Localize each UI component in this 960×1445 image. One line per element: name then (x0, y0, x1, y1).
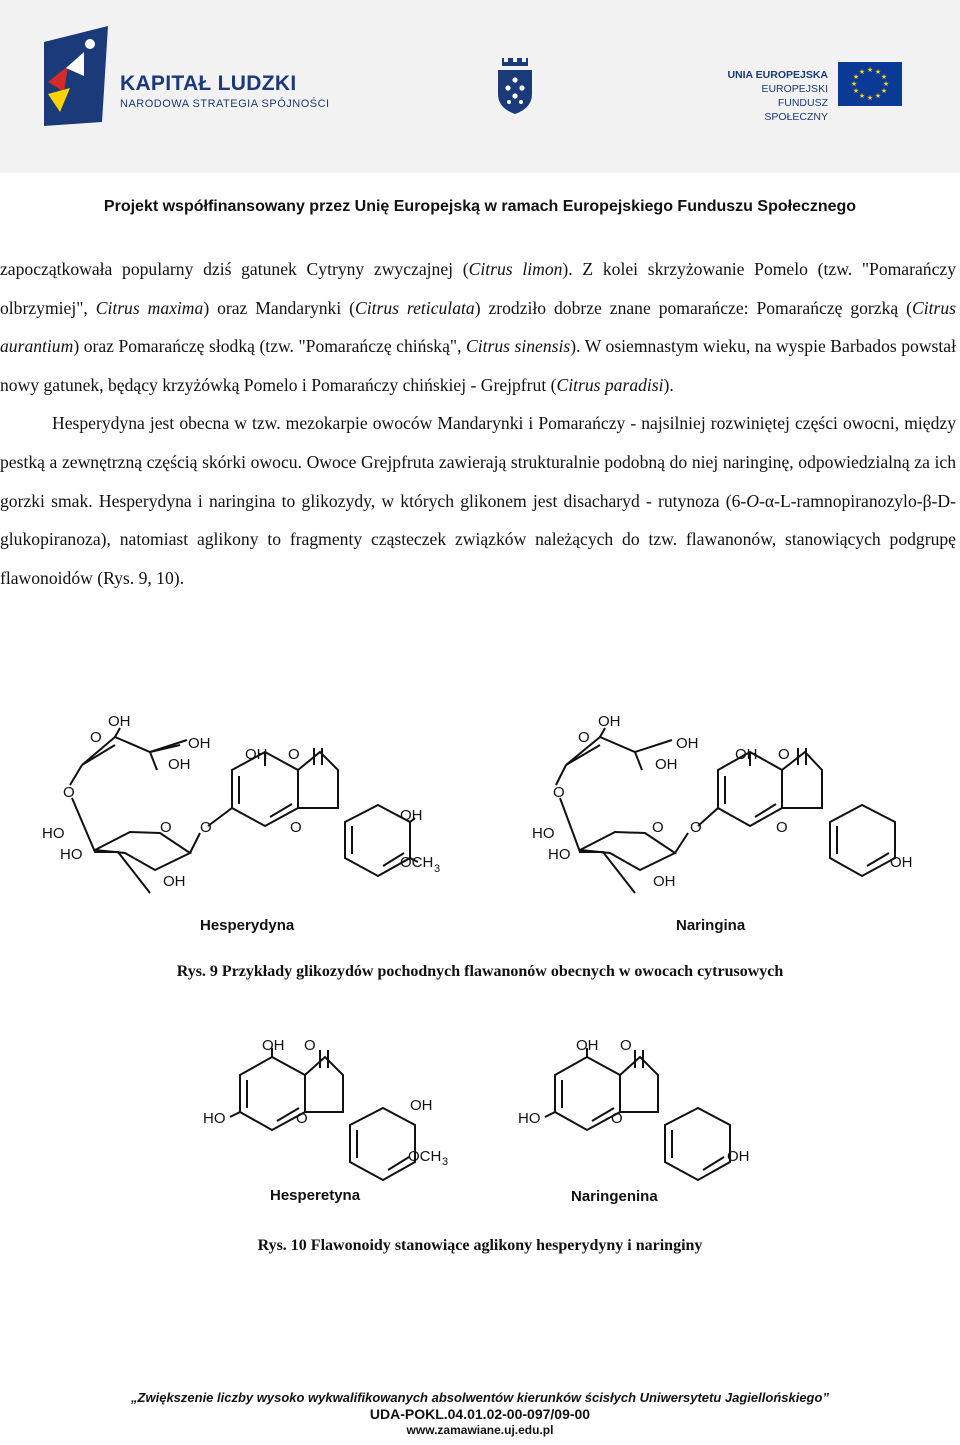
svg-text:OH: OH (598, 713, 621, 730)
paragraph-2: Hesperydyna jest obecna w tzw. mezokarpie owoców Mandarynki i Pomarańczy - najsilniej rozwiniętej części owocni, między pestką a zewnętrzną częścią skórki owocu. Owoce Grejpfruta zawierają strukturalnie podobną do niej naringinę, odpowiedzialną za ich gorzki smak. Hesperydyna i naringina to glikozydy, w których glikonem jest disacharyd - rutynoza (6-O-α-L-ramnopiranozylo-β-D-glukopiranoza), natomiast aglikony to fragmenty cząsteczek związków należących do tzw. flawanonów, stanowiących podgrupę flawonoidów (Rys. 9, 10). (0, 413, 956, 588)
svg-text:★: ★ (866, 67, 874, 74)
footer (0, 1390, 960, 1437)
svg-text:★: ★ (858, 69, 866, 76)
hesperetin-labels (203, 1037, 448, 1204)
header-banner (0, 0, 960, 173)
paragraph-1: zapoczątkowała popularny dziś gatunek Cytryny zwyczajnej (Citrus limon). Z kolei skrzyżowanie Pomelo (tzw. "Pomarańczy olbrzymiej", Citrus maxima) oraz Mandarynki (Citrus reticulata) zrodziło dobrze znane pomarańcze: Pomarańczę gorzką (Citrus aurantium) oraz Pomarańczę słodką (tzw. "Pomarańczę chińską", Citrus sinensis). W osiemnastym wieku, na wyspie Barbados powstał nowy gatunek, będący krzyżówką Pomelo i Pomarańczy chińskiej - Grejpfrut (Citrus paradisi). (0, 259, 957, 395)
svg-text:OH: OH (168, 756, 191, 773)
svg-text:O: O (200, 819, 212, 836)
svg-text:O: O (620, 1037, 632, 1054)
svg-text:OH: OH (576, 1037, 599, 1054)
svg-text:★: ★ (858, 93, 866, 100)
svg-text:★: ★ (880, 88, 888, 95)
naringin-name: Naringina (676, 917, 746, 934)
figure-9-structures (0, 705, 960, 945)
svg-text:O: O (296, 1110, 308, 1127)
svg-text:★: ★ (880, 74, 888, 81)
svg-text:OH: OH (727, 1148, 750, 1165)
svg-text:OH: OH (735, 746, 758, 763)
svg-text:3: 3 (442, 1156, 449, 1168)
eu-line1: UNIA EUROPEJSKA (727, 69, 828, 81)
svg-text:HO: HO (518, 1110, 541, 1127)
svg-text:O: O (160, 819, 172, 836)
kapital-ludzki-logo (40, 22, 112, 132)
eu-line3: FUNDUSZ SPOŁECZNY (764, 97, 828, 123)
svg-text:★: ★ (852, 88, 860, 95)
svg-text:OH: OH (653, 873, 676, 890)
naringenin-name: Naringenina (571, 1188, 658, 1205)
svg-text:★: ★ (866, 95, 874, 102)
svg-text:★: ★ (852, 74, 860, 81)
svg-text:O: O (553, 784, 565, 801)
svg-text:HO: HO (60, 846, 83, 863)
svg-text:OCH: OCH (400, 854, 434, 871)
svg-text:OH: OH (890, 854, 913, 871)
svg-text:O: O (288, 746, 300, 763)
svg-text:O: O (90, 729, 102, 746)
svg-text:HO: HO (548, 846, 571, 863)
hesperidin-structure (70, 728, 418, 893)
svg-text:OH: OH (400, 807, 423, 824)
svg-text:★: ★ (874, 93, 882, 100)
university-crest-icon (496, 58, 534, 114)
svg-text:OH: OH (262, 1037, 285, 1054)
svg-text:OH: OH (245, 746, 268, 763)
svg-text:O: O (304, 1037, 316, 1054)
svg-text:★: ★ (850, 81, 858, 88)
svg-text:3: 3 (434, 863, 441, 875)
svg-text:★: ★ (874, 69, 882, 76)
svg-text:OH: OH (188, 735, 211, 752)
hesperidin-labels (42, 713, 440, 934)
svg-text:★: ★ (882, 81, 890, 88)
hesperetin-name: Hesperetyna (270, 1187, 361, 1204)
svg-text:O: O (611, 1110, 623, 1127)
eu-fund-text (716, 68, 828, 124)
svg-text:HO: HO (532, 825, 555, 842)
project-statement: Projekt współfinansowany przez Unię Europejską w ramach Europejskiego Funduszu Społecznego (103, 198, 857, 215)
svg-text:O: O (290, 819, 302, 836)
svg-text:O: O (690, 819, 702, 836)
svg-text:OH: OH (163, 873, 186, 890)
hesperetin-structure (230, 1048, 415, 1180)
svg-text:OH: OH (410, 1097, 433, 1114)
svg-text:OH: OH (676, 735, 699, 752)
svg-text:HO: HO (203, 1110, 226, 1127)
svg-text:O: O (63, 784, 75, 801)
svg-text:O: O (776, 819, 788, 836)
svg-text:HO: HO (42, 825, 65, 842)
naringenin-structure (545, 1048, 730, 1180)
body-text (0, 250, 956, 597)
figure-9-caption: Rys. 9 Przykłady glikozydów pochodnych flawanonów obecnych w owocach cytrusowych (176, 963, 784, 980)
svg-text:O: O (778, 746, 790, 763)
figure-10-caption: Rys. 10 Flawonoidy stanowiące aglikony hesperydyny i naringiny (257, 1237, 703, 1254)
footer-project-title: „Zwiększenie liczby wysoko wykwalifikowanych absolwentów kierunków ścisłych Uniwersytetu Jagiellońskiego” (131, 1390, 829, 1405)
kapital-ludzki-subtitle: NARODOWA STRATEGIA SPÓJNOŚCI (120, 98, 330, 110)
svg-text:OCH: OCH (408, 1148, 442, 1165)
svg-text:O: O (652, 819, 664, 836)
footer-website-link[interactable]: www.zamawiane.uj.edu.pl (406, 1423, 554, 1437)
svg-text:OH: OH (108, 713, 131, 730)
figure-10-structures (0, 1025, 960, 1215)
svg-text:OH: OH (655, 756, 678, 773)
footer-project-code: UDA-POKL.04.01.02-00-097/09-00 (369, 1406, 591, 1422)
kapital-ludzki-title: KAPITAŁ LUDZKI (120, 72, 297, 95)
svg-text:O: O (578, 729, 590, 746)
hesperidin-name: Hesperydyna (200, 917, 295, 934)
eu-line2: EUROPEJSKI (761, 83, 828, 95)
naringin-structure (556, 728, 895, 893)
eu-flag-icon (838, 62, 902, 106)
